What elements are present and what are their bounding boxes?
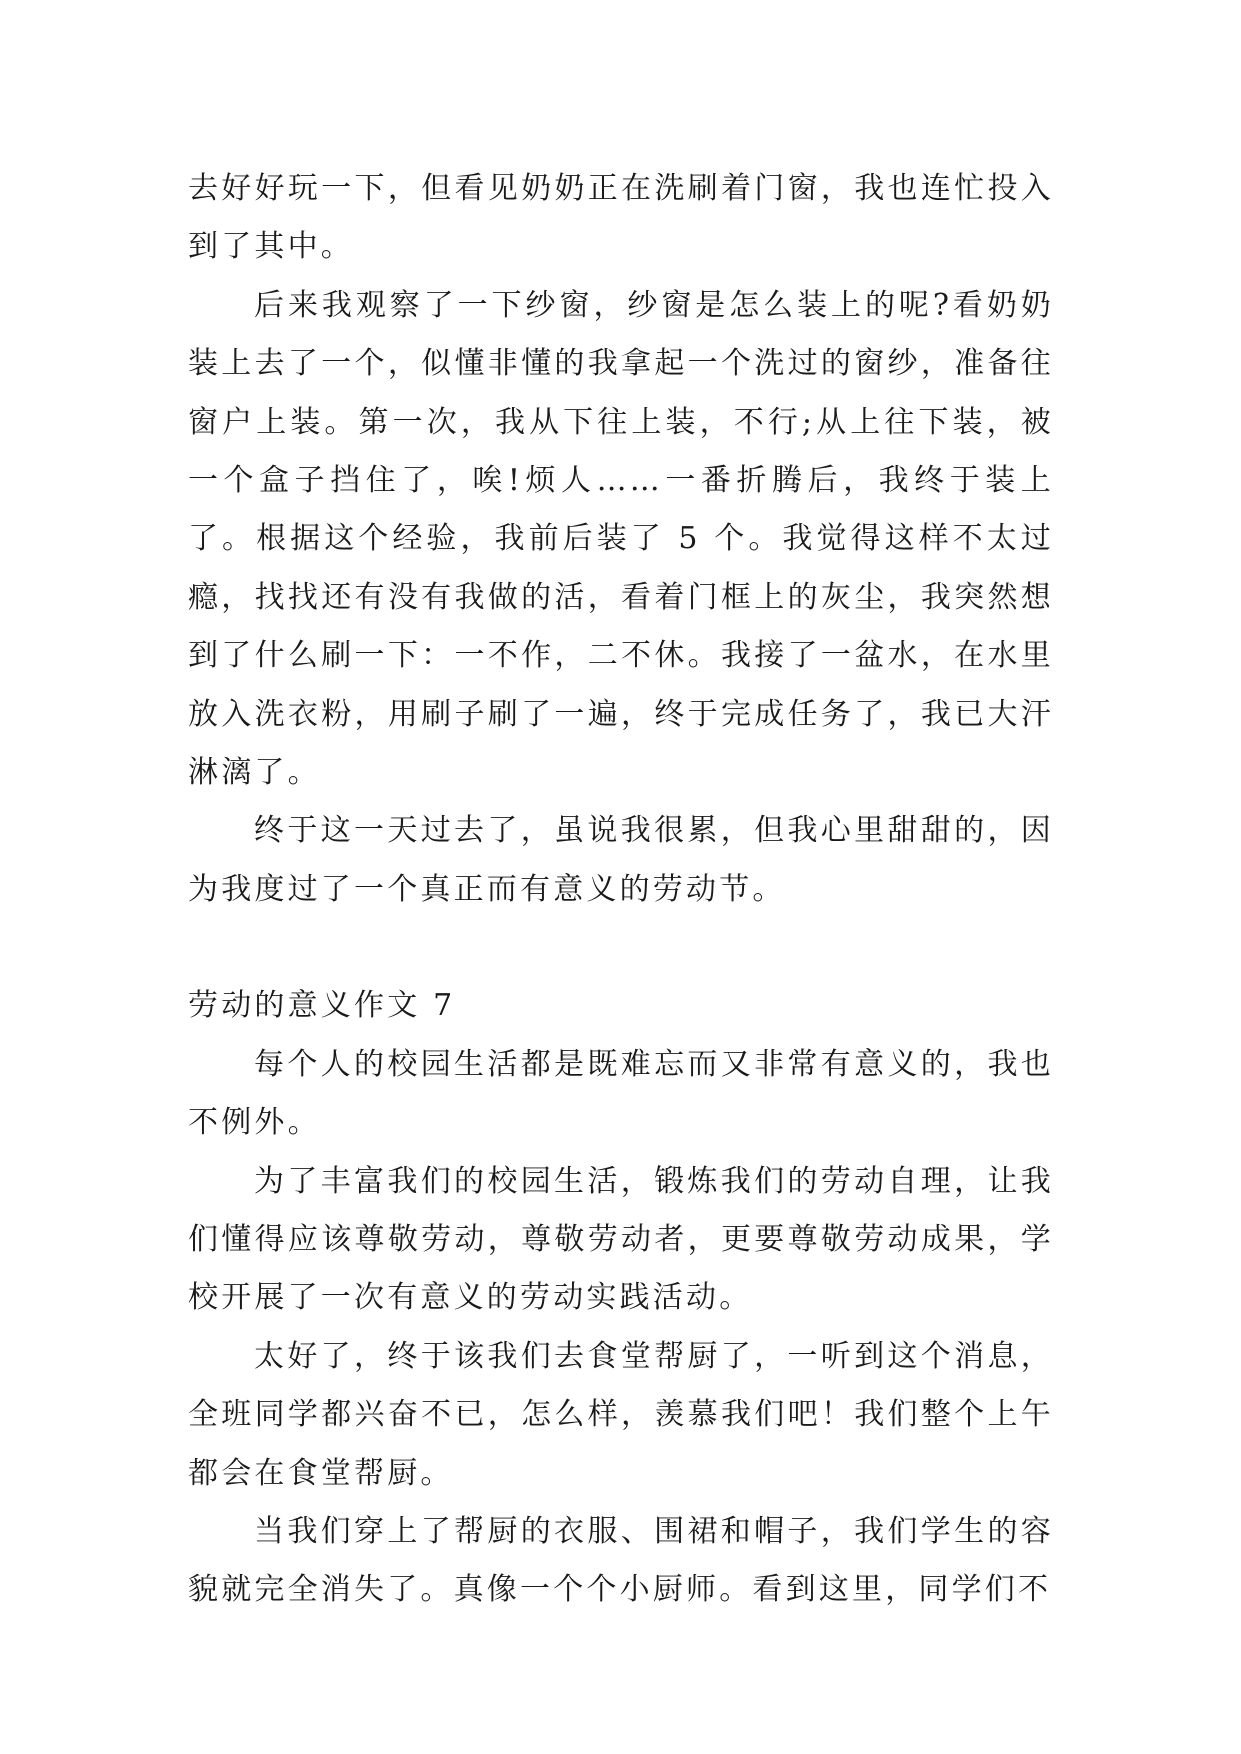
paragraph-activity: 为了丰富我们的校园生活，锻炼我们的劳动自理，让我们懂得应该尊敬劳动，尊敬劳动者，更要尊敬劳动成果，学校开展了一次有意义的劳动实践活动。: [188, 1163, 1054, 1316]
paragraph-screen-window: 后来我观察了一下纱窗，纱窗是怎么装上的呢?看奶奶装上去了一个，似懂非懂的我拿起一个洗过的窗纱，准备往窗户上装。第一次，我从下往上装，不行;从上往下装，被一个盒子挡住了，唉!烦人……一番折腾后，我终于装上了。根据这个经验，我前后装了 5 个。我觉得这样不太过瘾，找找还有没有我做的活，看着门框上的灰尘，我突然想到了什么刷一下：一不作，二不休。我接了一盆水，在水里放入洗衣粉，用刷子刷了一遍，终于完成任务了，我已大汗淋漓了。: [188, 287, 1054, 791]
document-page: [188, 160, 1054, 1620]
paragraph-canteen: 太好了，终于该我们去食堂帮厨了，一听到这个消息，全班同学都兴奋不已，怎么样，羡慕我们吧！我们整个上午都会在食堂帮厨。: [188, 1338, 1054, 1491]
paragraph-intro: 每个人的校园生活都是既难忘而又非常有意义的，我也不例外。: [188, 1046, 1054, 1141]
paragraph-continuation: 去好好玩一下，但看见奶奶正在洗刷着门窗，我也连忙投入到了其中。: [188, 171, 1054, 265]
paragraph-uniform: 当我们穿上了帮厨的衣服、围裙和帽子，我们学生的容貌就完全消失了。真像一个个小厨师。看到这里，同学们不: [188, 1513, 1054, 1608]
essay-heading: 劳动的意义作文 7: [188, 988, 456, 1024]
paragraph-conclusion: 终于这一天过去了，虽说我很累，但我心里甜甜的，因为我度过了一个真正而有意义的劳动节。: [188, 813, 1054, 907]
